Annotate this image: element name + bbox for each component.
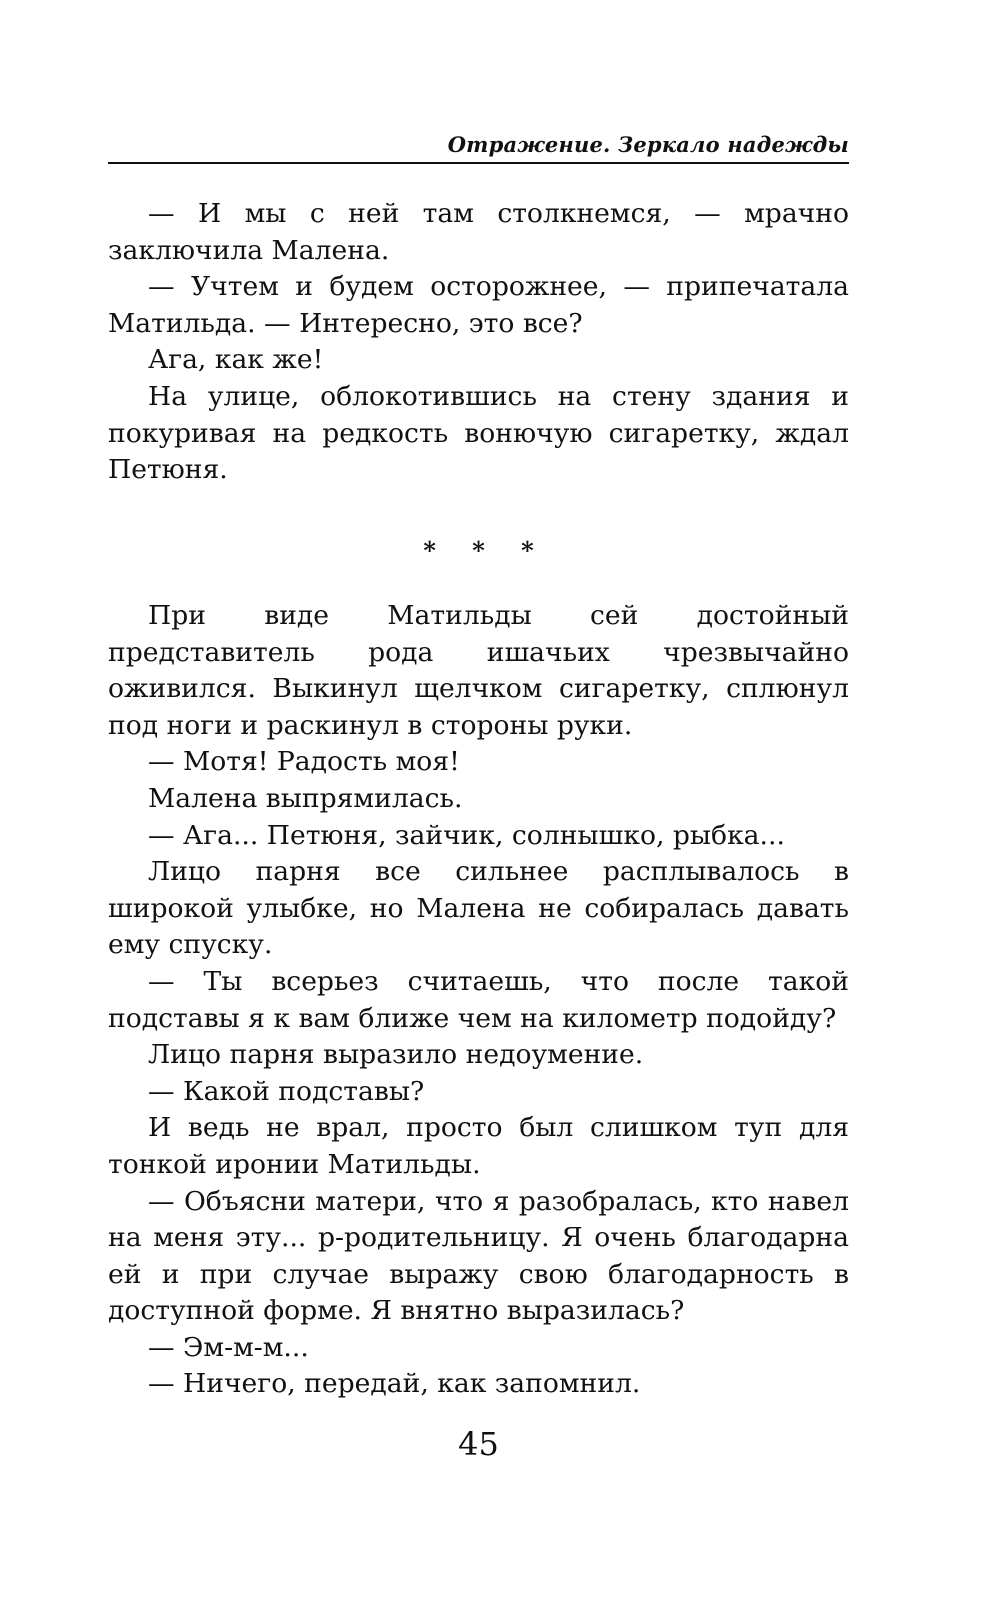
text-block-before-break (108, 196, 849, 489)
paragraph: — И мы с ней там столкнемся, — мрачно заключила Малена. (108, 198, 849, 266)
paragraph: — Ага... Петюня, зайчик, солнышко, рыбка... (148, 819, 785, 851)
paragraph: — Какой подставы? (148, 1075, 425, 1107)
paragraph: — Мотя! Радость моя! (148, 746, 460, 778)
paragraph: Лицо парня все сильнее расплывалось в широкой улыбке, но Малена не собиралась давать ему спуску. (108, 856, 849, 961)
text-block-after-break (108, 598, 849, 1403)
paragraph: При виде Матильды сей достойный представитель рода ишачьих чрезвычайно оживился. Выкинул щелчком сигаретку, сплюнул под ноги и раскинул в стороны руки. (108, 600, 849, 741)
paragraph: Лицо парня выразило недоумение. (148, 1039, 644, 1071)
running-head: Отражение. Зеркало надежды (447, 132, 849, 157)
paragraph: — Учтем и будем осторожнее, — припечатала Матильда. — Интересно, это все? (108, 271, 849, 339)
paragraph: — Ты всерьез считаешь, что после такой подставы я к вам ближе чем на километр подойду? (108, 965, 849, 1034)
paragraph: Ага, как же! (148, 344, 324, 376)
paragraph: И ведь не врал, просто был слишком туп для тонкой иронии Матильды. (108, 1112, 849, 1180)
header-rule (108, 162, 849, 164)
paragraph: — Эм-м-м... (148, 1331, 309, 1363)
paragraph: — Ничего, передай, как запомнил. (148, 1368, 641, 1400)
paragraph: — Объясни матери, что я разобралась, кто навел на меня эту... р-родительницу. Я очень благодарна ей и при случае выражу свою благодарность в доступной форме. Я внятно выразилась? (108, 1185, 849, 1327)
paragraph: На улице, облокотившись на стену здания и покуривая на редкость вонючую сигаретку, ждал Петюня. (108, 380, 849, 486)
section-break: * * * (423, 536, 548, 565)
page-number: 45 (458, 1425, 499, 1463)
paragraph: Малена выпрямилась. (148, 782, 463, 814)
